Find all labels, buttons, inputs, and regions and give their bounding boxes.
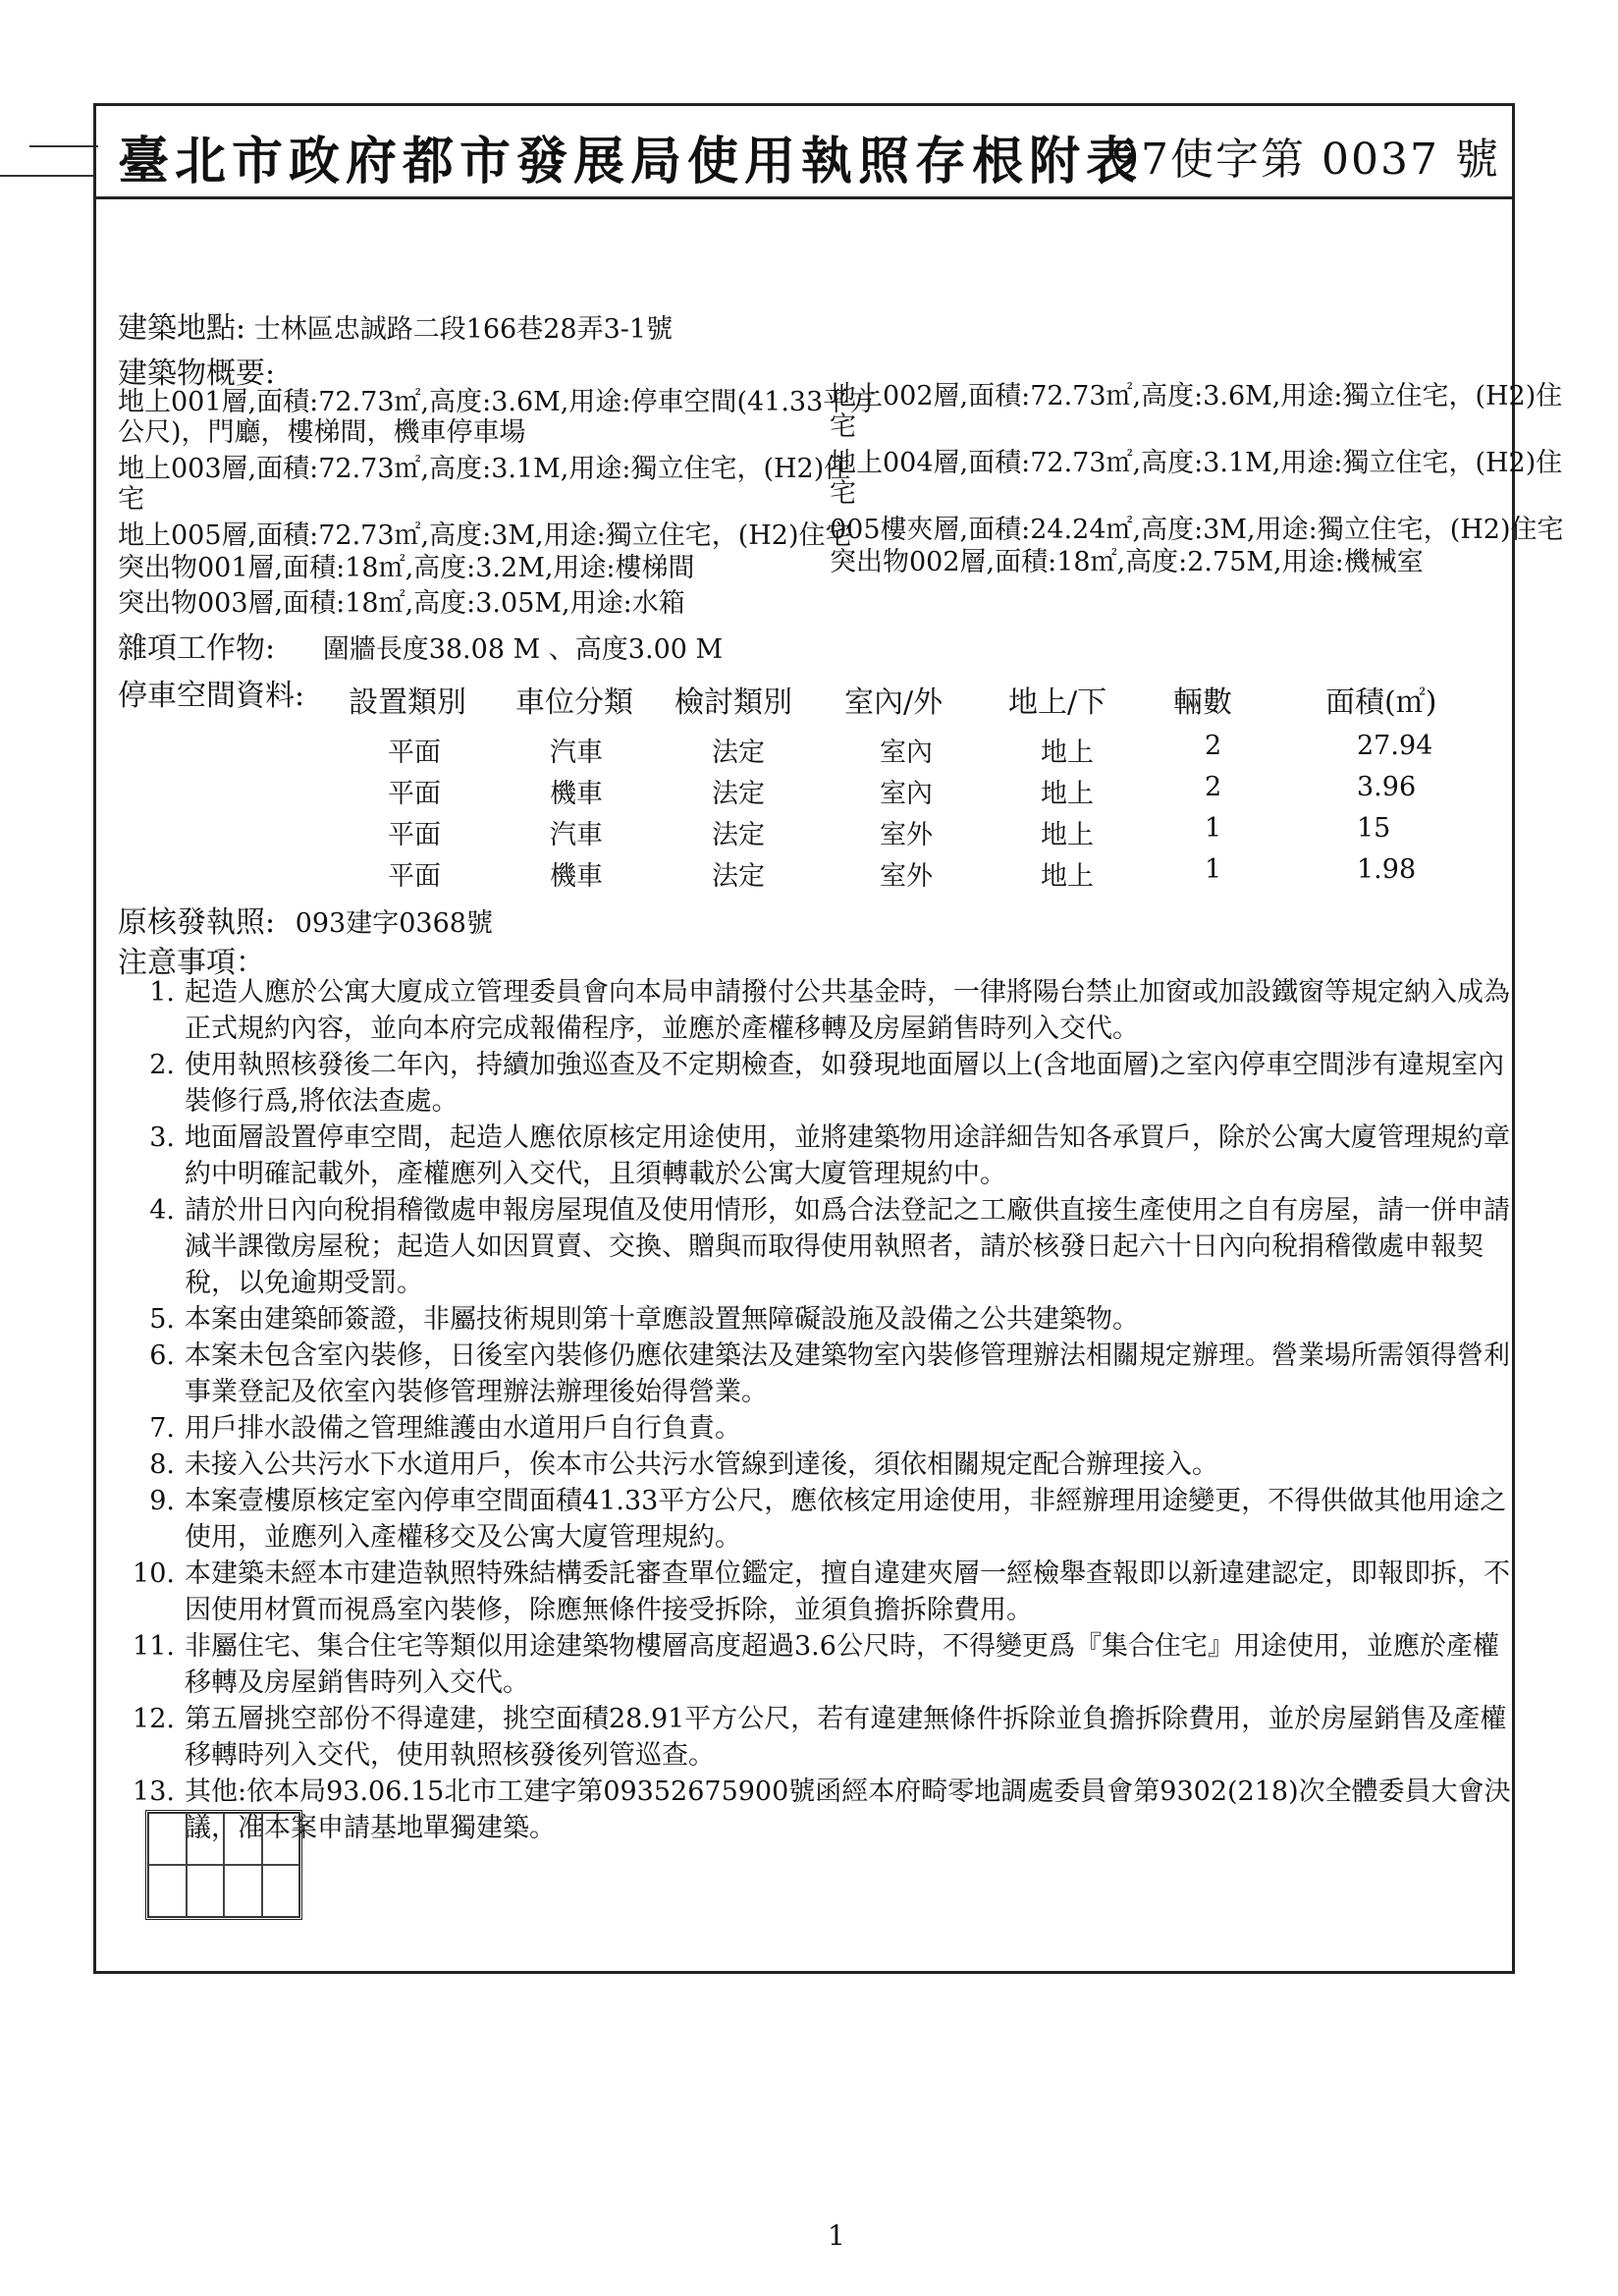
note-item — [128, 1338, 1522, 1410]
parking-cell: 地上 — [1041, 861, 1094, 892]
site-value: 士林區忠誠路二段166巷28弄3-1號 — [253, 314, 674, 345]
note-text: 本建築未經本市建造執照特殊結構委託審查單位鑑定，擅自違建夾層一經檢舉查報即以新違建認定，即報即拆，不因使用材質而視爲室內裝修，除應無條件接受拆除，並須負擔拆除費用。 — [185, 1558, 1510, 1625]
site-row — [118, 311, 674, 346]
parking-cell: 法定 — [712, 820, 765, 850]
note-text: 請於卅日內向稅捐稽徵處申報房屋現值及使用情形，如爲合法登記之工廠供直接生產使用之自有房屋，請一併申請減半課徵房屋稅；起造人如因買賣、交換、贈與而取得使用執照者，請於核發日起六十日內向稅捐稽徵處申報契稅，以免逾期受罰。 — [185, 1195, 1510, 1298]
note-item — [128, 974, 1522, 1047]
note-text: 用戶排水設備之管理維護由水道用戶自行負責。 — [185, 1413, 741, 1444]
note-text: 本案壹樓原核定室內停車空間面積41.33平方公尺，應依核定用途使用，非經辦理用途變更，不得供做其他用途之使用，並應列入產權移交及公寓大廈管理規約。 — [185, 1486, 1507, 1553]
parking-cell: 汽車 — [550, 820, 603, 850]
overview-left-line: 公尺)，門廳，樓梯間，機車停車場 — [118, 417, 526, 448]
note-number: 1. — [149, 977, 175, 1008]
overview-left-line: 地上003層,面積:72.73㎡,高度:3.1M,用途:獨立住宅，(H2)住 — [118, 454, 851, 484]
original-permit-row — [118, 905, 493, 940]
note-text: 使用執照核發後二年內，持續加強巡查及不定期檢查，如發現地面層以上(含地面層)之室內停車空間涉有違規室內裝修行爲,將依法查處。 — [185, 1050, 1505, 1117]
parking-cell: 2 — [1205, 772, 1222, 802]
permit-number: 97使字第 0037 號 — [1111, 135, 1500, 185]
overview-right-line: 005樓夾層,面積:24.24㎡,高度:3M,用途:獨立住宅，(H2)住宅 — [830, 515, 1564, 545]
page-number: 1 — [828, 2219, 845, 2252]
note-text: 地面層設置停車空間，起造人應依原核定用途使用，並將建築物用途詳細告知各承買戶，除於公寓大廈管理規約章約中明確記載外，產權應列入交代，且須轉載於公寓大廈管理規約中。 — [185, 1122, 1510, 1189]
overview-left-line: 地上005層,面積:72.73㎡,高度:3M,用途:獨立住宅，(H2)住宅 — [118, 520, 852, 551]
parking-cell: 1.98 — [1357, 854, 1417, 885]
note-number: 6. — [149, 1340, 175, 1371]
title-row — [96, 106, 1512, 199]
misc-work-value: 圍牆長度38.08 M 、高度3.00 M — [322, 634, 724, 665]
note-number: 2. — [149, 1050, 175, 1080]
margin-mark — [29, 145, 98, 147]
misc-work-row — [118, 631, 724, 666]
misc-work-label: 雜項工作物: — [118, 631, 276, 666]
note-item — [128, 1301, 1522, 1338]
note-item — [128, 1556, 1522, 1628]
overview-left-line: 地上001層,面積:72.73㎡,高度:3.6M,用途:停車空間(41.33平方 — [118, 387, 877, 417]
overview-left-line: 宅 — [118, 484, 144, 515]
parking-cell: 地上 — [1041, 738, 1094, 768]
parking-cell: 室內 — [880, 738, 933, 768]
note-item — [128, 1192, 1522, 1301]
note-text: 未接入公共污水下水道用戶，俟本市公共污水管線到達後，須依相關規定配合辦理接入。 — [185, 1449, 1218, 1480]
parking-cell: 地上 — [1041, 820, 1094, 850]
note-number: 4. — [149, 1195, 175, 1226]
parking-header-cell: 輛數 — [1173, 685, 1232, 720]
note-number: 12. — [133, 1704, 175, 1734]
site-label: 建築地點: — [118, 311, 246, 346]
parking-cell: 3.96 — [1357, 772, 1417, 802]
document-title: 臺北市政府都市發展局使用執照存根附表 — [118, 132, 1144, 191]
parking-header-cell: 檢討類別 — [674, 685, 792, 720]
note-text: 本案未包含室內裝修，日後室內裝修仍應依建築法及建築物室內裝修管理辦法相關規定辦理。營業場所需領得營利事業登記及依室內裝修管理辦法辦理後始得營業。 — [185, 1340, 1510, 1407]
parking-cell: 平面 — [388, 861, 441, 892]
parking-header-cell: 室內/外 — [844, 685, 944, 720]
note-text: 其他:依本局93.06.15北市工建字第09352675900號函經本府畸零地調處委員會第9302(218)次全體委員大會決議，准本案申請基地單獨建築。 — [185, 1777, 1511, 1843]
overview-right-line: 地上002層,面積:72.73㎡,高度:3.6M,用途:獨立住宅，(H2)住 — [830, 381, 1563, 411]
official-seal-stamp — [145, 1810, 302, 1920]
parking-cell: 室內 — [880, 779, 933, 809]
note-item — [128, 1701, 1522, 1774]
parking-cell: 平面 — [388, 738, 441, 768]
parking-cell: 汽車 — [550, 738, 603, 768]
overview-label: 建築物概要: — [118, 356, 276, 391]
parking-cell: 法定 — [712, 779, 765, 809]
notes-title: 注意事項： — [118, 946, 265, 980]
note-text: 本案由建築師簽證，非屬技術規則第十章應設置無障礙設施及設備之公共建築物。 — [185, 1304, 1139, 1335]
parking-label: 停車空間資料: — [118, 679, 305, 713]
note-number: 7. — [149, 1413, 175, 1444]
overview-left-line: 突出物003層,面積:18㎡,高度:3.05M,用途:水箱 — [118, 588, 685, 619]
overview-left-line: 突出物001層,面積:18㎡,高度:3.2M,用途:樓梯間 — [118, 553, 695, 583]
parking-cell: 平面 — [388, 820, 441, 850]
parking-cell: 地上 — [1041, 779, 1094, 809]
note-number: 3. — [149, 1122, 175, 1153]
overview-right-line: 突出物002層,面積:18㎡,高度:2.75M,用途:機械室 — [830, 547, 1424, 577]
note-number: 9. — [149, 1486, 175, 1516]
parking-cell: 27.94 — [1357, 731, 1433, 761]
overview-right-line: 宅 — [830, 411, 856, 442]
parking-header-cell: 設置類別 — [349, 685, 466, 720]
note-number: 13. — [133, 1777, 175, 1807]
parking-cell: 法定 — [712, 738, 765, 768]
parking-cell: 機車 — [550, 779, 603, 809]
parking-cell: 法定 — [712, 861, 765, 892]
note-number: 10. — [133, 1558, 175, 1589]
note-item — [128, 1447, 1522, 1483]
note-item — [128, 1628, 1522, 1701]
note-number: 8. — [149, 1449, 175, 1480]
parking-cell: 室外 — [880, 820, 933, 850]
margin-mark — [0, 175, 93, 177]
note-number: 5. — [149, 1304, 175, 1335]
note-number: 11. — [133, 1631, 175, 1662]
parking-cell: 平面 — [388, 779, 441, 809]
note-item — [128, 1047, 1522, 1120]
parking-cell: 15 — [1357, 813, 1391, 844]
parking-cell: 室外 — [880, 861, 933, 892]
parking-header-cell: 地上/下 — [1008, 685, 1107, 720]
parking-header-cell: 車位分類 — [515, 685, 633, 720]
note-item — [128, 1774, 1522, 1846]
note-item — [128, 1483, 1522, 1556]
note-text: 第五層挑空部份不得違建，挑空面積28.91平方公尺，若有違建無條件拆除並負擔拆除費用，並於房屋銷售及產權移轉時列入交代，使用執照核發後列管巡查。 — [185, 1704, 1507, 1771]
parking-cell: 1 — [1205, 854, 1222, 885]
original-permit-value: 093建字0368號 — [295, 908, 493, 939]
parking-cell: 2 — [1205, 731, 1222, 761]
document-frame — [93, 103, 1564, 1974]
note-text: 起造人應於公寓大廈成立管理委員會向本局申請撥付公共基金時，一律將陽台禁止加窗或加設鐵窗等規定納入成為正式規約內容，並向本府完成報備程序，並應於產權移轉及房屋銷售時列入交代。 — [185, 977, 1510, 1044]
original-permit-label: 原核發執照: — [118, 905, 276, 940]
parking-header-cell: 面積(㎡) — [1325, 685, 1437, 720]
parking-cell: 1 — [1205, 813, 1222, 844]
note-text: 非屬住宅、集合住宅等類似用途建築物樓層高度超過3.6公尺時，不得變更爲『集合住宅』用途使用，並應於產權移轉及房屋銷售時列入交代。 — [185, 1631, 1499, 1698]
note-item — [128, 1410, 1522, 1447]
overview-right-line: 地上004層,面積:72.73㎡,高度:3.1M,用途:獨立住宅，(H2)住 — [830, 448, 1563, 478]
overview-right-line: 宅 — [830, 478, 856, 509]
parking-cell: 機車 — [550, 861, 603, 892]
note-item — [128, 1120, 1522, 1192]
